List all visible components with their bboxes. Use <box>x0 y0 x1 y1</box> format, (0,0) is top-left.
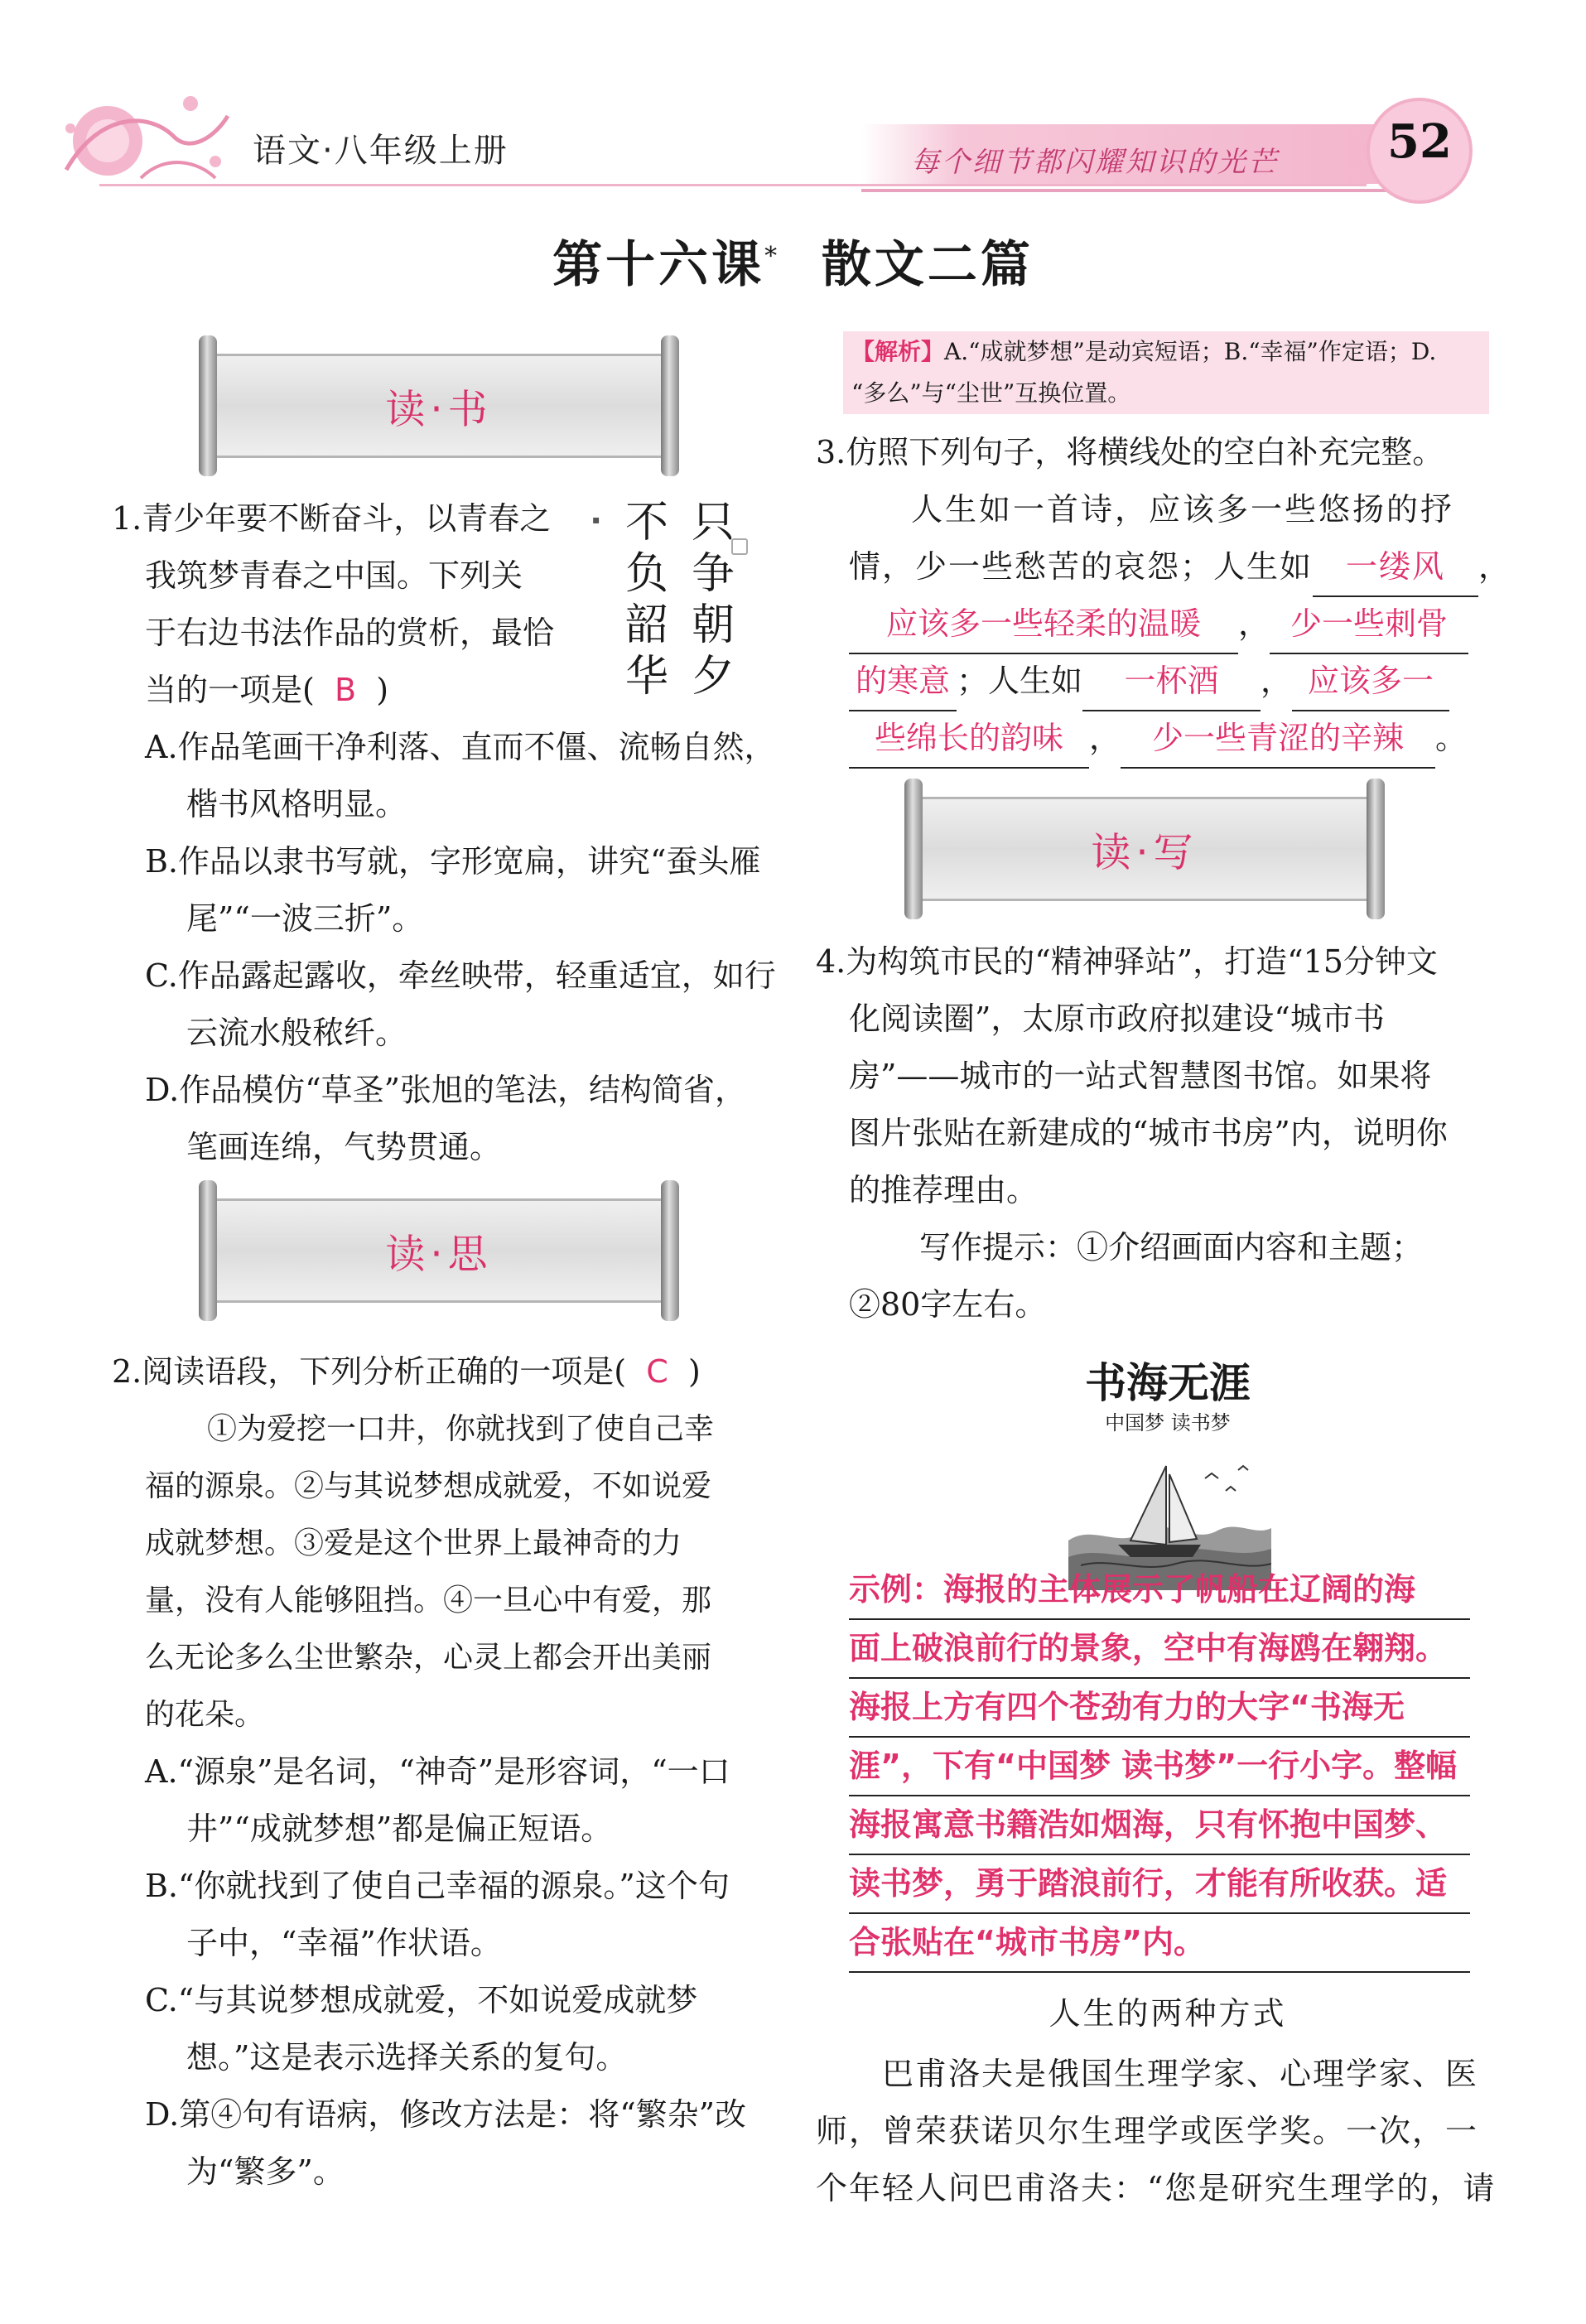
q1-option-a-line-2: 楷书风格明显。 <box>186 786 407 822</box>
section-banner-read-think <box>199 1180 679 1321</box>
q2-passage-line-4: 量，没有人能够阻挡。④一旦心中有爱，那 <box>145 1584 712 1618</box>
q4-answer-line-1: 示例：海报的主体展示了帆船在辽阔的海 <box>849 1561 1470 1620</box>
q2-option-a-line-1: A.“源泉”是名词，“神奇”是形容词，“一口 <box>145 1753 730 1790</box>
q1-option-d-line-1: D.作品模仿“草圣”张旭的笔法，结构简省， <box>145 1072 747 1108</box>
q4-hint-line-2: ②80字左右。 <box>849 1286 1047 1323</box>
analysis-tag: 【解析】 <box>851 338 945 365</box>
q2-passage-line-5: 么无论多么尘世繁杂，心灵上都会开出美丽 <box>145 1641 712 1675</box>
q1-stem-line-3: 于右边书法作品的赏析，最恰 <box>145 615 555 651</box>
q3-blank-4: 的寒意 <box>849 653 957 711</box>
calligraphy-column-2: 不负韶华 <box>625 498 669 702</box>
analysis-line-2: “多么”与“尘世”互换位置。 <box>851 379 1131 407</box>
q3-blank-5: 一杯酒 <box>1082 653 1261 711</box>
q1-option-b-line-1: B.作品以隶书写就，字形宽扁，讲究“蚕头雁 <box>145 843 761 880</box>
q4-answer-line-2: 面上破浪前行的景象，空中有海鸥在翱翔。 <box>849 1620 1470 1679</box>
q1-option-c-line-1: C.作品露起露收，牵丝映带，轻重适宜，如行 <box>145 957 776 994</box>
header-subject: 语文·八年级上册 <box>253 132 509 170</box>
q3-prompt: 3.仿照下列句子，将横线处的空白补充完整。 <box>816 434 1444 470</box>
q2-option-a-line-2: 井”“成就梦想”都是偏正短语。 <box>186 1811 613 1847</box>
q3-line-5: 些绵长的韵味 ， 少一些青涩的辛辣 。 <box>849 710 1467 769</box>
q2-answer: C <box>646 1353 668 1390</box>
section-banner-read-book <box>199 335 679 476</box>
analysis-box <box>843 331 1489 414</box>
q2-passage-line-2: 福的源泉。②与其说梦想成就爱，不如说爱 <box>145 1469 712 1503</box>
q1-stem-line-4: 当的一项是( B ) <box>145 672 389 708</box>
lesson-subtitle: 散文二篇 <box>821 236 1034 294</box>
section-title: 读·写 <box>1091 829 1198 876</box>
calligraphy-inscription: ▪ <box>592 513 600 527</box>
q1-option-d-line-2: 笔画连绵，气势贯通。 <box>186 1129 502 1165</box>
q4-hint-line-1: 写作提示：①介绍画面内容和主题； <box>919 1229 1424 1266</box>
q2-option-c-line-2: 想。”这是表示选择关系的复句。 <box>186 2039 628 2076</box>
lesson-title <box>0 225 1586 297</box>
q2-option-b-line-1: B.“你就找到了使自己幸福的源泉。”这个句 <box>145 1868 730 1904</box>
q4-line-1: 4.为构筑市民的“精神驿站”，打造“15分钟文 <box>816 943 1438 980</box>
q4-answer-line-5: 海报寓意书籍浩如烟海，只有怀抱中国梦、 <box>849 1796 1470 1855</box>
q2-option-b-line-2: 子中，“幸福”作状语。 <box>186 1925 502 1961</box>
header-divider <box>99 184 1367 186</box>
analysis-line-1: A.“成就梦想”是动宾短语；B.“幸福”作定语；D. <box>944 338 1437 365</box>
reading-line-1: 巴甫洛夫是俄国生理学家、心理学家、医 <box>882 2056 1479 2092</box>
section-title: 读·思 <box>385 1231 493 1278</box>
q4-line-3: 房”——城市的一站式智慧图书馆。如果将 <box>849 1058 1432 1094</box>
section-banner-read-write <box>904 779 1385 919</box>
q3-blank-3: 少一些刺骨 <box>1270 595 1468 654</box>
poster-title: 书海无涯 <box>1085 1359 1251 1407</box>
poster-subtitle: 中国梦 读书梦 <box>1105 1411 1231 1434</box>
q3-blank-7: 些绵长的韵味 <box>849 710 1089 769</box>
q4-answer-line-7: 合张贴在“城市书房”内。 <box>849 1914 1470 1973</box>
q2-passage-line-3: 成就梦想。③爱是这个世界上最神奇的力 <box>145 1526 682 1560</box>
lesson-star: * <box>764 242 781 271</box>
q4-answer-line-6: 读书梦，勇于踏浪前行，才能有所收获。适 <box>849 1855 1470 1914</box>
q3-line-4: 的寒意 ；人生如 一杯酒 ， 应该多一 <box>849 653 1449 711</box>
q4-sample-answer <box>849 1561 1470 1973</box>
q2-passage-line-6: 的花朵。 <box>145 1698 265 1732</box>
q1-option-c-line-2: 云流水般秾纤。 <box>186 1015 407 1051</box>
q3-line-2: 情，少一些愁苦的哀怨；人生如 一缕风 ， <box>849 538 1511 597</box>
q2-passage-line-1: ①为爱挖一口井，你就找到了使自己幸 <box>207 1412 715 1446</box>
q1-answer: B <box>335 672 357 708</box>
q1-stem-line-1: 1.青少年要不断奋斗，以青春之 <box>112 500 552 537</box>
q2-stem: 2.阅读语段，下列分析正确的一项是( C ) <box>112 1353 701 1390</box>
q3-blank-1: 一缕风 <box>1313 538 1478 597</box>
q4-line-2: 化阅读圈”，太原市政府拟建设“城市书 <box>849 1000 1385 1037</box>
reading-line-3: 个年轻人问巴甫洛夫：“您是研究生理学的，请 <box>816 2170 1497 2206</box>
page-number: 52 <box>1387 114 1452 169</box>
reading-title: 人生的两种方式 <box>1048 1995 1287 2032</box>
q2-option-c-line-1: C.“与其说梦想成就爱，不如说爱成就梦 <box>145 1982 698 2018</box>
reading-line-2: 师，曾荣获诺贝尔生理学或医学奖。一次，一 <box>816 2113 1479 2149</box>
q4-answer-line-4: 涯”，下有“中国梦 读书梦”一行小字。整幅 <box>849 1738 1470 1796</box>
q1-option-a-line-1: A.作品笔画干净利落、直而不僵、流畅自然， <box>145 729 776 765</box>
calligraphy-column-1: 只争朝夕 <box>692 498 735 702</box>
calligraphy-artwork <box>592 497 758 712</box>
q3-line-3: 应该多一些轻柔的温暖 ， 少一些刺骨 <box>849 595 1468 654</box>
section-title: 读·书 <box>385 386 493 433</box>
q2-option-d-line-1: D.第④句有语病，修改方法是：将“繁杂”改 <box>145 2096 747 2133</box>
q4-line-5: 的推荐理由。 <box>849 1172 1039 1208</box>
q1-stem-line-2: 我筑梦青春之中国。下列关 <box>145 557 523 594</box>
q3-blank-8: 少一些青涩的辛辣 <box>1121 710 1435 769</box>
lesson-number: 第十六课 <box>552 236 765 294</box>
q4-answer-line-3: 海报上方有四个苍劲有力的大字“书海无 <box>849 1679 1470 1738</box>
q1-option-b-line-2: 尾”“一波三折”。 <box>186 900 424 937</box>
q3-blank-2: 应该多一些轻柔的温暖 <box>849 595 1238 654</box>
q4-line-4: 图片张贴在新建成的“城市书房”内，说明你 <box>849 1115 1448 1151</box>
seal-stamp <box>731 538 748 555</box>
header-motto: 每个细节都闪耀知识的光芒 <box>911 146 1279 179</box>
q3-example-line-1: 人生如一首诗，应该多一些悠扬的抒 <box>911 491 1455 528</box>
q3-blank-6: 应该多一 <box>1292 653 1449 711</box>
q2-option-d-line-2: 为“繁多”。 <box>186 2153 345 2190</box>
